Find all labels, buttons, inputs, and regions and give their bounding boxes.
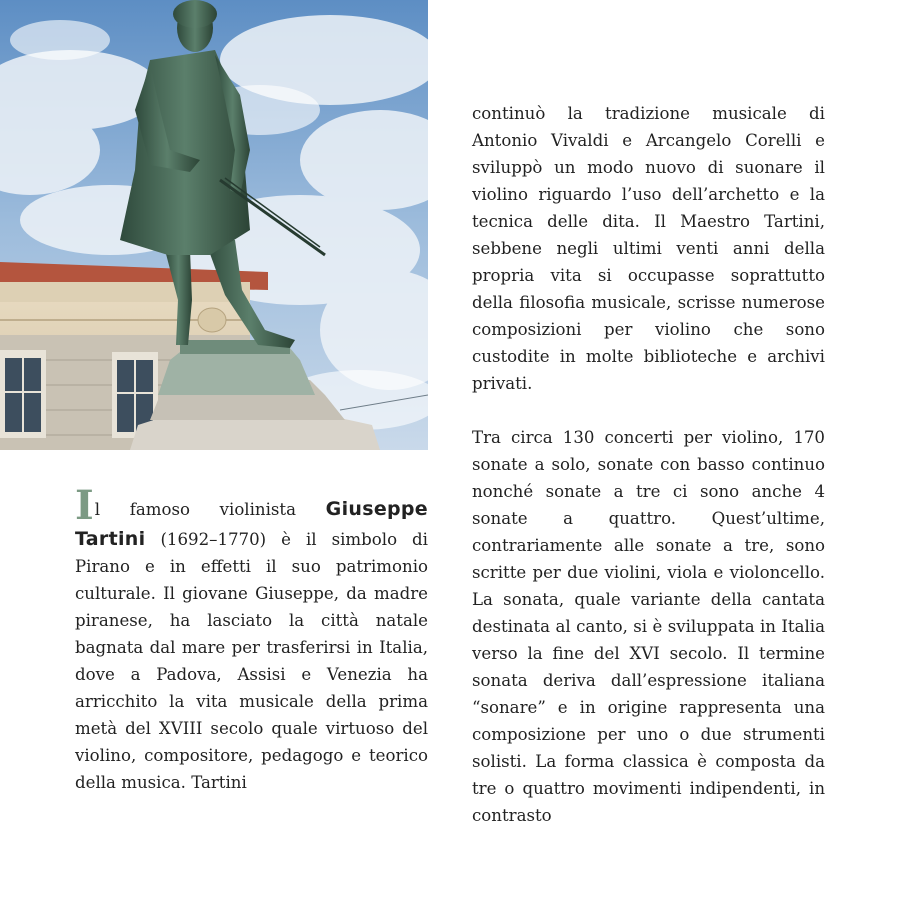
tartini-statue-illustration [0,0,428,450]
paragraph-2: Tra circa 130 concerti per violino, 170 sonate a solo, sonate con basso continuo nonché sonate a tre ci sono anche 4 sonate a quattro. Quest’ultime, contrariamente alle sonate a tre, sono scritte per due violini, viola e violoncello. La sonata, quale variante della cantata destinata al canto, si è sviluppata in Italia verso la fine del XVI secolo. Il termine sonata deriva dall’espressione italiana “sonare” e in origine rappresenta una composizione per uno o due strumenti solisti. La forma classica è composta da tre o quattro movimenti indipendenti, in contrasto [472,428,825,825]
intro-rest: l famoso violinista [94,500,326,519]
intro-body: (1692–1770) è il simbolo di Pirano e in effetti il suo patrimonio culturale. Il giovane Giuseppe, da madre piranese, ha lasciato la città natale bagnata dal mare per trasferirsi in Italia, dove a Padova, Assisi e Venezia ha arricchito la vita musicale della prima metà del XVIII secolo quale virtuoso del violino, compositore, pedagogo e teorico della musica. Tartini [75,530,428,792]
paragraph-1: continuò la tradizione musicale di Antonio Vivaldi e Arcangelo Corelli e sviluppò un modo nuovo di suonare il violino riguardo l’uso dell’archetto e la tecnica delle dita. Il Maestro Tartini, sebbene negli ultimi venti anni della propria vita si occupasse soprattutto della filosofia musicale, scrisse numerose composizioni per violino che sono custodite in molte biblioteche e archivi privati. [472,104,825,393]
left-text-column [75,482,428,796]
composer-name: Giuseppe Tartini [75,498,428,550]
right-text-column [472,100,825,829]
intro-paragraph [75,482,428,796]
dropcap-letter: I [75,482,94,529]
statue-photo [0,0,428,450]
